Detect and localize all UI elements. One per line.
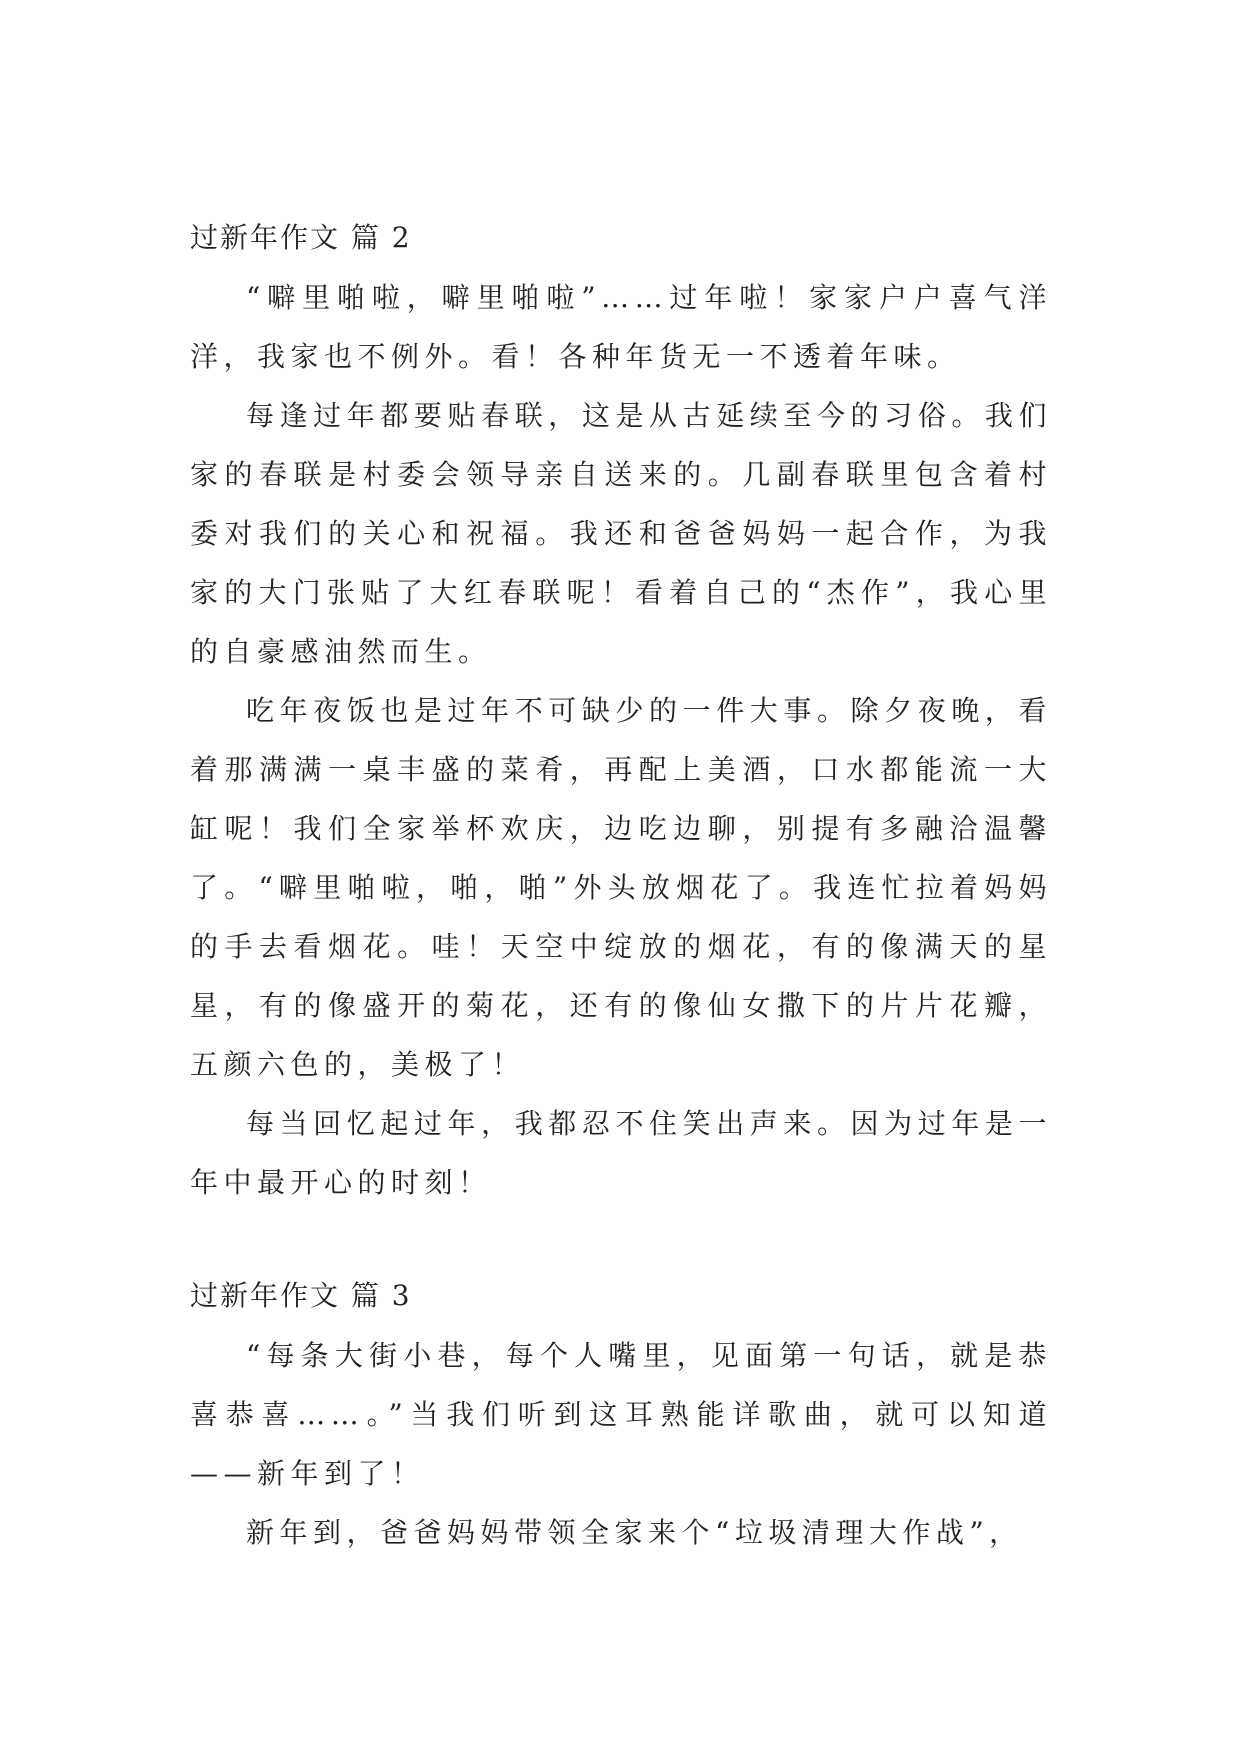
paragraph: “噼里啪啦，噼里啪啦”……过年啦！家家户户喜气洋洋，我家也不例外。看！各种年货无一不透着年味。 [190, 281, 1052, 373]
essay-title: 过新年作文 篇 3 [190, 1279, 412, 1312]
paragraph: “每条大街小巷，每个人嘴里，见面第一句话，就是恭喜恭喜……。”当我们听到这耳熟能详歌曲，就可以知道——新年到了！ [190, 1339, 1052, 1490]
paragraph: 新年到，爸爸妈妈带领全家来个“垃圾清理大作战”， [246, 1516, 1023, 1549]
paragraph: 每当回忆起过年，我都忍不住笑出声来。因为过年是一年中最开心的时刻！ [190, 1107, 1052, 1199]
document-page [190, 208, 1052, 1562]
essay-3 [190, 1266, 1052, 1562]
essay-title: 过新年作文 篇 2 [190, 221, 412, 254]
paragraph: 每逢过年都要贴春联，这是从古延续至今的习俗。我们家的春联是村委会领导亲自送来的。几副春联里包含着村委对我们的关心和祝福。我还和爸爸妈妈一起合作，为我家的大门张贴了大红春联呢！看着自己的“杰作”，我心里的自豪感油然而生。 [190, 399, 1052, 668]
essay-separator [190, 1212, 1052, 1266]
essay-2 [190, 208, 1052, 1212]
paragraph: 吃年夜饭也是过年不可缺少的一件大事。除夕夜晚，看着那满满一桌丰盛的菜肴，再配上美酒，口水都能流一大缸呢！我们全家举杯欢庆，边吃边聊，别提有多融洽温馨了。“噼里啪啦，啪，啪”外头放烟花了。我连忙拉着妈妈的手去看烟花。哇！天空中绽放的烟花，有的像满天的星星，有的像盛开的菊花，还有的像仙女撒下的片片花瓣，五颜六色的，美极了！ [190, 694, 1052, 1081]
